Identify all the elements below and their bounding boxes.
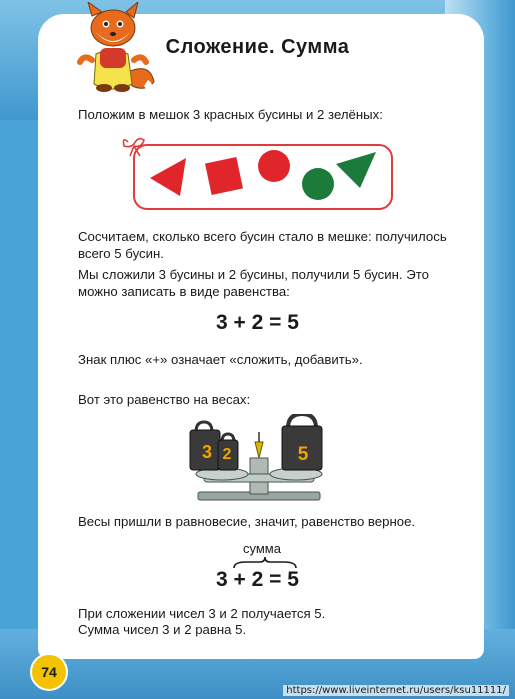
weight-3-label: 3 [201,442,212,462]
red-square-bead [205,157,243,195]
green-circle-bead [302,168,334,200]
sum-label: сумма [243,541,281,556]
beads-group [146,144,386,206]
balance-text: Весы пришли в равновесие, значит, равенство верное. [78,514,416,529]
weight-2-label: 2 [222,446,232,463]
red-triangle-bead [150,158,186,196]
green-triangle-bead [336,152,376,188]
final-text-1: При сложении чисел 3 и 2 получается 5. [78,606,326,621]
added-text-2: можно записать в виде равенства: [78,284,290,299]
source-url[interactable]: https://www.liveinternet.ru/users/ksu11111/ [283,685,509,696]
added-text-1: Мы сложили 3 бусины и 2 бусины, получили 5 бусин. Это [78,267,429,282]
intro-text: Положим в мешок 3 красных бусины и 2 зелёных: [78,107,383,122]
page-title: Сложение. Сумма [165,36,350,58]
count-text-2: всего 5 бусин. [78,246,164,261]
scales-intro: Вот это равенство на весах: [78,392,251,407]
red-circle-bead [258,150,290,182]
final-text-2: Сумма чисел 3 и 2 равна 5. [78,622,247,637]
equation-sum: 3 + 2 = 5 [216,568,299,591]
plus-sign-note: Знак плюс «+» означает «сложить, добавить». [78,352,363,367]
weight-5-label: 5 [297,444,309,465]
count-text-1: Сосчитаем, сколько всего бусин стало в мешке: получилось [78,229,447,244]
page-number-badge: 74 [30,653,68,691]
equation-main: 3 + 2 = 5 [216,311,299,334]
